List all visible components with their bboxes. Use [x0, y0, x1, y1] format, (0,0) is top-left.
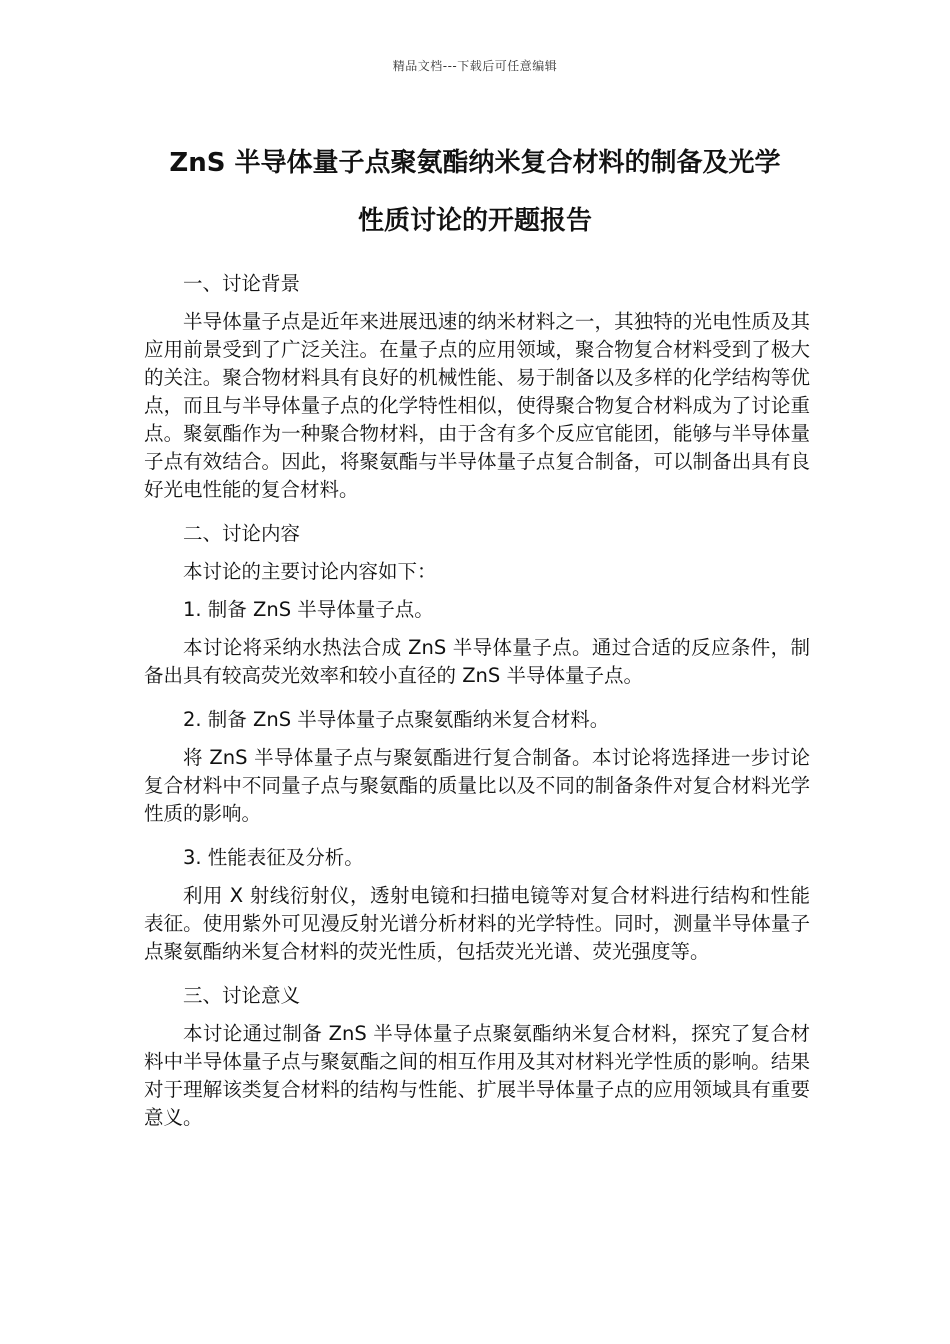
document-title — [130, 134, 820, 250]
item-2-paragraph: 将 ZnS 半导体量子点与聚氨酯进行复合制备。本讨论将选择进一步讨论复合材料中不同量子点与聚氨酯的质量比以及不同的制备条件对复合材料光学性质的影响。 — [144, 746, 810, 825]
section-heading-content: 二、讨论内容 — [183, 522, 301, 545]
section-heading-significance: 三、讨论意义 — [183, 984, 301, 1007]
significance-paragraph: 本讨论通过制备 ZnS 半导体量子点聚氨酯纳米复合材料，探究了复合材料中半导体量子点与聚氨酯之间的相互作用及其对材料光学性质的影响。结果对于理解该类复合材料的结构与性能、扩展半导体量子点的应用领域具有重要意义。 — [144, 1022, 810, 1129]
title-line-2: 性质讨论的开题报告 — [357, 206, 592, 236]
background-paragraph: 半导体量子点是近年来进展迅速的纳米材料之一，其独特的光电性质及其应用前景受到了广泛关注。在量子点的应用领域，聚合物复合材料受到了极大的关注。聚合物材料具有良好的机械性能、易于制备以及多样的化学结构等优点，而且与半导体量子点的化学特性相似，使得聚合物复合材料成为了讨论重点。聚氨酯作为一种聚合物材料，由于含有多个反应官能团，能够与半导体量子点有效结合。因此，将聚氨酯与半导体量子点复合制备，可以制备出具有良好光电性能的复合材料。 — [144, 310, 810, 501]
item-3-paragraph: 利用 X 射线衍射仪，透射电镜和扫描电镜等对复合材料进行结构和性能表征。使用紫外可见漫反射光谱分析材料的光学特性。同时，测量半导体量子点聚氨酯纳米复合材料的荧光性质，包括荧光光谱、荧光强度等。 — [144, 884, 810, 963]
document-body — [144, 270, 810, 1132]
header-note: 精品文档---下载后可任意编辑 — [392, 59, 558, 73]
title-line-1: ZnS 半导体量子点聚氨酯纳米复合材料的制备及光学 — [169, 148, 781, 178]
item-1-heading: 1. 制备 ZnS 半导体量子点。 — [183, 598, 434, 621]
item-3-heading: 3. 性能表征及分析。 — [183, 846, 364, 869]
section-heading-background: 一、讨论背景 — [183, 272, 301, 295]
item-2-heading: 2. 制备 ZnS 半导体量子点聚氨酯纳米复合材料。 — [183, 708, 610, 731]
content-intro: 本讨论的主要讨论内容如下： — [183, 560, 437, 583]
item-1-paragraph: 本讨论将采纳水热法合成 ZnS 半导体量子点。通过合适的反应条件，制备出具有较高荧光效率和较小直径的 ZnS 半导体量子点。 — [144, 636, 810, 687]
